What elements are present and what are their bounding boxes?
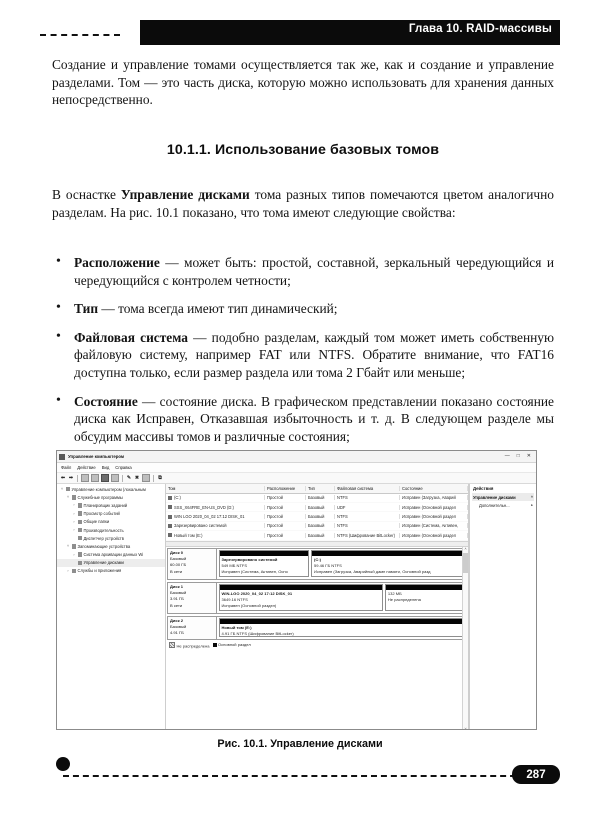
lead-before: В оснастке — [52, 187, 121, 202]
bullet-text: — тома всегда имеют тип динамический; — [98, 301, 338, 317]
partition-size: 549 МБ NTFS — [221, 562, 248, 568]
lead-bold-term: Управление дисками — [120, 187, 250, 202]
disk-partitions-2 — [217, 617, 466, 639]
volume-name: SSS_X64FRE_EN-US_DVD (D:) — [174, 504, 234, 510]
shared-folders-icon — [78, 520, 83, 525]
partition-text — [220, 590, 382, 610]
show-tree-icon[interactable] — [91, 474, 99, 482]
intro-paragraph: Создание и управление томами осуществляется так же, как и создание и управление разделами. Том — это часть диска, которую можно использовать для хранения данных непосредственно. — [52, 57, 554, 108]
chevron-right-icon[interactable]: › — [67, 568, 69, 573]
column-header-volume[interactable]: Том — [166, 486, 265, 491]
scrollbar-thumb[interactable] — [463, 553, 468, 573]
device-manager-icon — [78, 536, 83, 541]
volume-icon — [168, 505, 172, 509]
tree-item-task-scheduler[interactable] — [57, 501, 165, 509]
column-header-type[interactable]: Тип — [306, 486, 335, 491]
running-head-dashes — [40, 34, 120, 36]
volume-layout: Простой — [265, 514, 306, 519]
console-tree[interactable] — [57, 484, 166, 730]
actions-group-label: Управление дисками — [473, 494, 516, 500]
disk-size: 3.91 ГБ — [170, 596, 184, 602]
volume-icon — [168, 524, 172, 528]
bullet-text: — может быть: простой, составной, зеркальный чередующийся и чередующийся с контролем четности; — [74, 255, 554, 288]
disk-row-1[interactable] — [167, 582, 467, 614]
menu-bar — [57, 463, 536, 473]
delete-icon[interactable]: ✖ — [134, 475, 140, 481]
back-arrow-icon[interactable]: ⬅ — [60, 475, 66, 481]
section-heading: 10.1.1. Использование базовых томов — [166, 142, 440, 158]
disk-info-0 — [168, 549, 217, 579]
partition-name: Новый том (E:) — [221, 624, 252, 630]
tree-item-system-tools[interactable] — [57, 493, 165, 501]
tree-item-label: Управление компьютером (локальным — [71, 486, 146, 492]
footer-dashed-rule — [63, 775, 526, 777]
partition-size: 4.91 ГБ NTFS (Шифрование BitLocker) — [221, 630, 294, 636]
tree-item-windows-backup[interactable] — [57, 551, 165, 559]
column-header-status[interactable]: Состояние — [400, 486, 468, 491]
volume-type: Базовый — [306, 505, 335, 510]
chevron-up-icon[interactable]: ˄ — [530, 495, 533, 499]
table-row[interactable] — [166, 512, 468, 521]
list-item — [52, 393, 554, 446]
scroll-down-icon[interactable]: ˅ — [464, 727, 467, 730]
partition-size: 59.46 ГБ NTFS — [314, 562, 342, 568]
event-viewer-icon — [78, 511, 83, 516]
volume-filesystem: NTFS (Шифрование BitLocker) — [335, 533, 400, 538]
chevron-right-icon[interactable]: › — [73, 503, 75, 508]
chevron-right-icon[interactable]: › — [73, 528, 75, 533]
volume-name: WIN LGO 2020_04_02 17:12 DISK_01 — [174, 514, 245, 520]
bullet-term: Тип — [74, 301, 99, 317]
table-row[interactable] — [166, 531, 468, 540]
actions-group-disk-management[interactable] — [472, 493, 534, 501]
toolbar-separator — [153, 475, 154, 482]
disk-row-2[interactable] — [167, 616, 467, 640]
volume-icon — [168, 496, 172, 500]
tree-item-label: Просмотр событий — [83, 511, 120, 517]
disk-name: Диск 2 — [170, 618, 184, 624]
folder-icon — [72, 495, 77, 500]
disk-name: Диск 1 — [170, 584, 184, 590]
refresh-icon[interactable] — [111, 474, 119, 482]
figure-disk-management — [56, 450, 537, 730]
maximize-button[interactable]: □ — [516, 453, 520, 459]
volume-status: Исправен (Основной раздел — [400, 514, 468, 519]
chevron-right-icon[interactable]: ▸ — [531, 503, 533, 507]
tree-item-label: Управление дисками — [83, 560, 124, 566]
volume-status: Исправен (Система, Активен, — [400, 523, 468, 528]
tree-item-label: Система архивации данных Wi — [83, 552, 144, 558]
volume-layout: Простой — [265, 523, 306, 528]
disk-management-icon — [78, 561, 83, 566]
bullet-text: — состояние диска. В графическом представлении показано состояние диска как Исправен, Отказавшая избыточность и т. д. В следующем разделе мы обсудим массивы томов и различные состояния; — [74, 393, 554, 444]
volume-properties-list — [52, 254, 554, 456]
graphical-view-scrollbar[interactable] — [462, 547, 468, 730]
partition-block[interactable] — [219, 550, 310, 577]
disk-view-legend — [167, 642, 467, 649]
tree-item-services-and-applications[interactable] — [57, 567, 165, 575]
volume-type: Базовый — [306, 523, 335, 528]
partition-block-unallocated[interactable] — [385, 584, 465, 611]
disk-management-pane — [166, 484, 469, 730]
volume-type: Базовый — [306, 495, 335, 500]
tree-item-label: Службы и приложения — [77, 568, 122, 574]
legend-label: Не распределена — [176, 643, 210, 649]
volume-filesystem: NTFS — [335, 514, 400, 519]
actions-item-more[interactable] — [472, 501, 534, 509]
table-row[interactable] — [166, 494, 468, 503]
disk-info-2 — [168, 617, 217, 639]
legend-unallocated — [169, 642, 210, 649]
bullet-term: Состояние — [74, 393, 138, 409]
tree-item-shared-folders[interactable] — [57, 518, 165, 526]
legend-label: Основной раздел — [218, 642, 251, 648]
tree-item-label: Планировщик заданий — [83, 502, 128, 508]
properties-icon[interactable] — [101, 474, 109, 482]
primary-partition-swatch-icon — [213, 643, 217, 647]
footer-dot — [56, 757, 70, 771]
toolbar — [57, 473, 536, 484]
volume-table-header — [166, 484, 468, 494]
list-item — [52, 254, 554, 289]
table-row[interactable] — [166, 503, 468, 512]
disk-type: Базовый — [170, 590, 187, 596]
tree-item-computer-management[interactable] — [57, 485, 165, 493]
window-title: Управление компьютером — [68, 454, 125, 459]
tree-item-performance[interactable] — [57, 526, 165, 534]
volume-layout: Простой — [265, 495, 306, 500]
partition-state: Исправен (Основной раздел) — [221, 602, 277, 608]
volume-icon — [168, 515, 172, 519]
partition-block[interactable] — [219, 584, 383, 611]
tree-item-device-manager[interactable] — [57, 534, 165, 542]
close-button[interactable]: ✕ — [526, 453, 531, 459]
legend-primary-partition — [213, 642, 251, 647]
list-item — [52, 300, 554, 318]
disk-status: В сети — [170, 568, 183, 574]
tree-item-event-viewer[interactable] — [57, 510, 165, 518]
disk-size: 60.00 ГБ — [170, 562, 187, 568]
tree-item-label: Служебные программы — [77, 494, 123, 500]
partition-block[interactable] — [311, 550, 464, 577]
unallocated-swatch-icon — [169, 642, 175, 648]
rescan-disks-icon[interactable]: ✎ — [126, 475, 132, 481]
disk-type: Базовый — [170, 624, 187, 630]
partition-name: Зарезервировано системой — [221, 556, 278, 562]
menu-item-file[interactable]: Файл — [61, 465, 72, 470]
graphical-disk-view — [166, 547, 468, 730]
toolbar-separator — [77, 475, 78, 482]
services-icon — [72, 569, 77, 574]
partition-text — [312, 556, 463, 576]
volume-status: Исправен (Основной раздел — [400, 533, 468, 538]
partition-state: Исправен (Система, Активен, Осно — [221, 568, 288, 574]
performance-icon — [78, 528, 83, 533]
column-header-layout[interactable]: Расположение — [265, 486, 306, 491]
tree-item-label: Диспетчер устройств — [83, 535, 124, 541]
scroll-up-icon[interactable]: ˄ — [464, 546, 467, 551]
partition-text — [220, 556, 309, 576]
partition-size: 3649.16 NTFS — [221, 596, 248, 602]
partition-state: Исправен (Загрузка, Аварийный дамп памяти, Основной разд — [314, 568, 431, 574]
lead-after: тома разных типов помечаются цветом аналогично разделам. На рис. 10.1 показано, что тома имеют следующие свойства: — [52, 187, 554, 220]
help-icon[interactable] — [142, 474, 150, 482]
volume-name: (C:) — [174, 495, 181, 501]
window-titlebar — [57, 451, 536, 463]
menu-item-help[interactable]: Справка — [115, 465, 132, 470]
chapter-title: Глава 10. RAID-массивы — [408, 23, 552, 35]
actions-pane-title: Действия — [473, 486, 494, 491]
tree-item-label: Запоминающие устройства — [77, 543, 131, 549]
disk-status: В сети — [170, 602, 183, 608]
chevron-down-icon[interactable]: ˅ — [60, 487, 64, 492]
computer-icon — [66, 487, 71, 492]
volume-layout: Простой — [265, 533, 306, 538]
actions-item-label: Дополнительн... — [479, 502, 510, 508]
new-window-icon[interactable]: ⧉ — [158, 475, 162, 481]
list-item — [52, 329, 554, 382]
task-scheduler-icon — [78, 503, 83, 508]
chevron-right-icon[interactable]: › — [73, 511, 75, 516]
figure-caption: Рис. 10.1. Управление дисками — [217, 738, 383, 750]
volume-layout: Простой — [265, 505, 306, 510]
minimize-button[interactable]: — — [504, 453, 510, 459]
tree-item-label: Производительность — [83, 527, 124, 533]
bullet-term: Файловая система — [74, 329, 188, 345]
partition-text — [220, 624, 464, 637]
storage-icon — [72, 544, 77, 549]
disk-partitions-0 — [217, 546, 467, 579]
menu-item-action[interactable]: Действие — [77, 465, 96, 470]
chevron-down-icon[interactable]: ˅ — [66, 544, 70, 549]
chevron-right-icon[interactable]: › — [73, 519, 75, 524]
volume-status: Исправен (Загрузка, Аварий — [400, 495, 468, 500]
disk-partitions-1 — [217, 583, 466, 613]
volume-filesystem: UDF — [335, 505, 400, 510]
backup-icon — [78, 552, 83, 557]
forward-arrow-icon[interactable]: ➡ — [68, 475, 74, 481]
up-one-level-icon[interactable] — [81, 474, 89, 482]
partition-size: 132 МБ — [387, 590, 402, 596]
disk-row-0[interactable] — [167, 548, 467, 580]
actions-pane — [469, 484, 536, 730]
disk-type: Базовый — [170, 556, 187, 562]
table-row[interactable] — [166, 522, 468, 531]
disk-size: 4.91 ГБ — [170, 630, 184, 636]
page-number: 287 — [512, 765, 560, 784]
tree-item-storage[interactable] — [57, 542, 165, 550]
running-head — [0, 20, 600, 46]
chevron-down-icon[interactable]: ˅ — [66, 495, 70, 500]
disk-name: Диск 0 — [170, 550, 184, 556]
running-head-bar — [140, 20, 560, 45]
bullet-term: Расположение — [74, 255, 160, 270]
menu-item-view[interactable]: Вид — [101, 465, 110, 470]
chevron-right-icon[interactable]: › — [73, 552, 75, 557]
tree-item-label: Общие папки — [83, 519, 110, 525]
tree-item-disk-management[interactable] — [57, 559, 165, 567]
disk-info-1 — [168, 583, 217, 613]
window-controls — [505, 454, 534, 459]
partition-state: Не распределена — [387, 596, 421, 602]
volume-type: Базовый — [306, 514, 335, 519]
lead-paragraph — [52, 186, 554, 221]
computer-management-icon — [59, 454, 65, 460]
volume-name: Зарезервировано системой — [174, 523, 227, 529]
column-header-filesystem[interactable]: Файловая система — [335, 486, 400, 491]
toolbar-separator — [122, 475, 123, 482]
partition-name: WIN-LGO 2020_04_02 17:12 DISK_01 — [221, 590, 293, 596]
window-panes — [57, 484, 536, 730]
volume-type: Базовый — [306, 533, 335, 538]
computer-management-window — [56, 450, 537, 730]
volume-status: Исправен (Основной раздел — [400, 505, 468, 510]
partition-name: (C:) — [314, 556, 322, 562]
partition-text — [386, 590, 464, 604]
volume-filesystem: NTFS — [335, 523, 400, 528]
volume-filesystem: NTFS — [335, 495, 400, 500]
bullet-text: — подобно разделам, каждый том может иметь собственную файловую систему, например FAT или NTFS. Обратите внимание, что FAT16 доступна только, если размер раздела или тома 2 Гбайт или меньше; — [74, 329, 554, 380]
volume-name: Новый том (E:) — [174, 532, 203, 538]
partition-block[interactable] — [219, 618, 465, 637]
volume-icon — [168, 533, 172, 537]
